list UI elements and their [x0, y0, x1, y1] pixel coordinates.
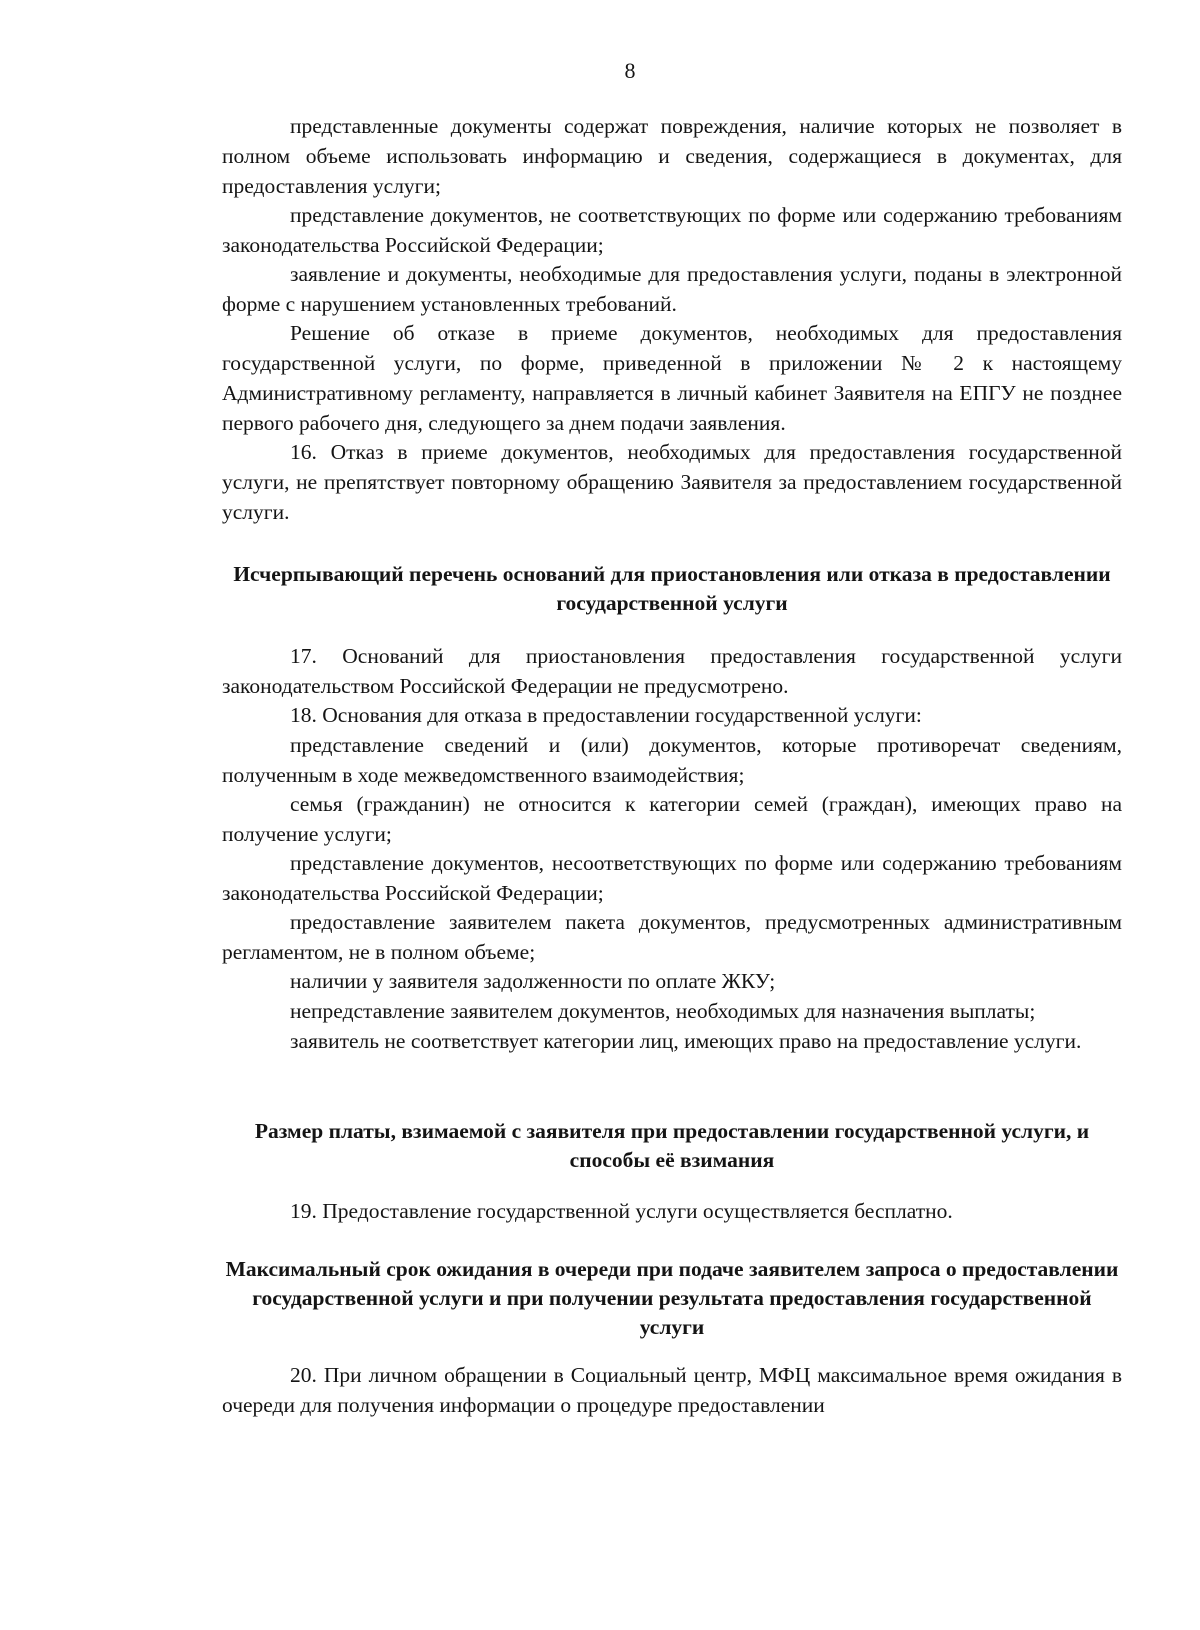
list-item-missing-documents: непредставление заявителем документов, необходимых для назначения выплаты;	[290, 999, 1036, 1023]
list-item-nonconforming-documents: представление документов, несоответствующих по форме или содержанию требованиям законодательства Российской Федерации;	[222, 851, 1122, 905]
paragraph-18: 18. Основания для отказа в предоставлении государственной услуги:	[290, 703, 922, 727]
paragraph-19: 19. Предоставление государственной услуги осуществляется бесплатно.	[290, 1199, 953, 1223]
list-item-category-mismatch: заявитель не соответствует категории лиц, имеющих право на предоставление услуги.	[290, 1029, 1082, 1053]
heading-grounds-for-suspension: Исчерпывающий перечень оснований для приостановления или отказа в предоставлении государственной услуги	[233, 562, 1111, 615]
paragraph-17: 17. Оснований для приостановления предоставления государственной услуги законодательством Российской Федерации не предусмотрено.	[222, 644, 1122, 698]
heading-max-waiting-time: Максимальный срок ожидания в очереди при подаче заявителем запроса о предоставлении государственной услуги и при получении результата предоставления государственной услуги	[225, 1257, 1119, 1339]
list-item-housing-debt: наличии у заявителя задолженности по оплате ЖКУ;	[290, 969, 776, 993]
paragraph-refusal-decision: Решение об отказе в приеме документов, необходимых для предоставления государственной услуги, по форме, приведенной в приложении № 2 к настоящему Административному регламенту, направляется в личный кабинет Заявителя на ЕПГУ не позднее первого рабочего дня, следующего за днем подачи заявления.	[222, 321, 1122, 435]
paragraph-nonconforming-documents: представление документов, не соответствующих по форме или содержанию требованиям законодательства Российской Федерации;	[222, 203, 1122, 257]
paragraph-electronic-submission: заявление и документы, необходимые для предоставления услуги, поданы в электронной форме с нарушением установленных требований.	[222, 262, 1122, 316]
page-number: 8	[624, 58, 636, 83]
paragraph-16: 16. Отказ в приеме документов, необходимых для предоставления государственной услуги, не препятствует повторному обращению Заявителя за предоставлением государственной услуги.	[222, 440, 1122, 524]
list-item-incomplete-package: предоставление заявителем пакета документов, предусмотренных административным регламентом, не в полном объеме;	[222, 910, 1122, 964]
list-item-contradicting-info: представление сведений и (или) документов, которые противоречат сведениям, полученным в ходе межведомственного взаимодействия;	[222, 733, 1122, 787]
paragraph-20: 20. При личном обращении в Социальный центр, МФЦ максимальное время ожидания в очереди для получения информации о процедуре предоставлении	[222, 1363, 1122, 1417]
paragraph-damaged-documents: представленные документы содержат повреждения, наличие которых не позволяет в полном объеме использовать информацию и сведения, содержащиеся в документах, для предоставления услуги;	[222, 114, 1122, 198]
heading-fee-amount: Размер платы, взимаемой с заявителя при предоставлении государственной услуги, и способы её взимания	[254, 1119, 1090, 1172]
list-item-family-category: семья (гражданин) не относится к категории семей (граждан), имеющих право на получение услуги;	[222, 792, 1122, 846]
